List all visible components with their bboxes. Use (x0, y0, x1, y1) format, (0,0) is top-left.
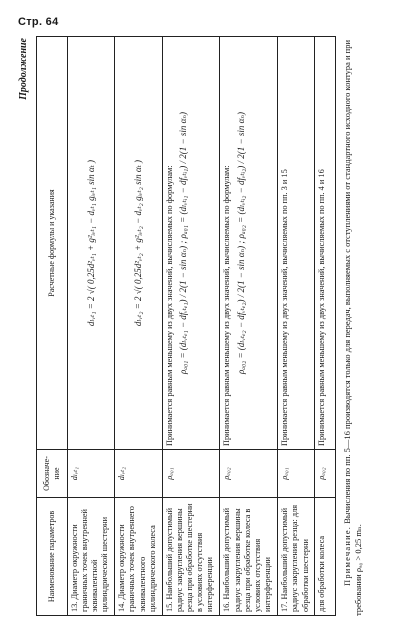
row-16-formula-cell (220, 37, 278, 450)
table-row (315, 37, 336, 616)
header-formula: Расчетные формулы и указания (37, 37, 68, 450)
header-name: Наименование параметров (37, 498, 68, 616)
row-15-name: 15. Наибольший допустимый радиус закругления вершины резца при обработке шестерни в условиях отсутствия интерференции (162, 498, 220, 616)
row-17b-name: для обработки колеса (315, 498, 336, 616)
row-13-formula: dₗᵥₜ₁ = 2 √( 0,25d²ᵥₜ₁ + g²ᵢᵥₜ₁ − dᵥₜ₁ gᵢᵥₜ₁ sin αₜ ) (68, 37, 115, 450)
row-17-symbol: ρₐ₀₁ (278, 450, 315, 498)
table-row (68, 37, 115, 616)
row-15-symbol: ρₐ₀₁ (162, 450, 220, 498)
row-17b-symbol: ρₐ₀₂ (315, 450, 336, 498)
table-row (278, 37, 315, 616)
row-15-formula-cell (162, 37, 220, 450)
row-17-name: 17. Наибольший допустимый радиус закругления резца: для обработки шестерни (278, 498, 315, 616)
row-16-name: 16. Наибольший допустимый радиус закругления вершины резца при обработке колеса в условиях отсутствия интерференции (220, 498, 278, 616)
row-13-symbol: dₗᵥₜ₁ (68, 450, 115, 498)
row-16-formula-text: Принимается равным меньшему из двух значений, вычисляемых по формулам: (222, 165, 232, 446)
row-15-formula-expr: ρₐ₀₁ = (dₗᵥₜₑ₁ − dfᵥₜₑ₁) / 2(1 − sin αₙ) ; ρₐ₀₁ = (dₗᵥₜᵢ₁ − dfᵥₜᵢ₁) / 2(1 − sin αₙ) (177, 112, 188, 374)
row-15-formula-text: Принимается равным меньшему из двух значений, вычисляемых по формулам: (164, 165, 174, 446)
row-16-symbol: ρₐ₀₂ (220, 450, 278, 498)
table-row (220, 37, 278, 616)
footnote-text: Вычисления по пп. 5—16 производятся только для передач, выполняемых с отступлениями от стандартного исходного контура и при требовании ρₐ₀ > 0,25 mₙ. (342, 39, 364, 616)
row-13-name: 13. Диаметр окружности граничных точек внутренней эквивалентной цилиндрической шестерни (68, 498, 115, 616)
parameters-table (36, 36, 336, 616)
row-14-name: 14. Диаметр окружности граничных точек внутреннего эквивалентного цилиндрического колеса (115, 498, 162, 616)
table-header-row (37, 37, 68, 616)
continuation-label: Продолжение (18, 38, 29, 100)
table-row (162, 37, 220, 616)
footnote-label: Примечание. (342, 525, 352, 586)
row-17-formula: Принимается равным меньшему из двух значений, вычисляемых по пп. 3 и 15 (278, 37, 315, 450)
header-symbol: Обозначе-ние (37, 450, 68, 498)
row-14-symbol: dₗᵥₜ₂ (115, 450, 162, 498)
table-row (115, 37, 162, 616)
rotated-table-region (18, 36, 390, 616)
footnote (342, 36, 365, 616)
page-number: Стр. 64 (18, 16, 59, 28)
row-14-formula: dₗᵥₜ₂ = 2 √( 0,25d²ᵥₜ₂ + g²ᵢᵥₜ₂ − dᵥₜ₂ gᵢᵥₜ₂ sin αₜ ) (115, 37, 162, 450)
row-16-formula-expr: ρₐ₀₂ = (dₗᵥₜₑ₂ − dfᵥₜₑ₂) / 2(1 − sin αₙ) ; ρₐ₀₂ = (dₗᵥₜᵢ₂ − dfᵥₜᵢ₂) / 2(1 − sin αₙ) (235, 112, 246, 374)
row-17b-formula: Принимается равным меньшему из двух значений, вычисляемых по пп. 4 и 16 (315, 37, 336, 450)
